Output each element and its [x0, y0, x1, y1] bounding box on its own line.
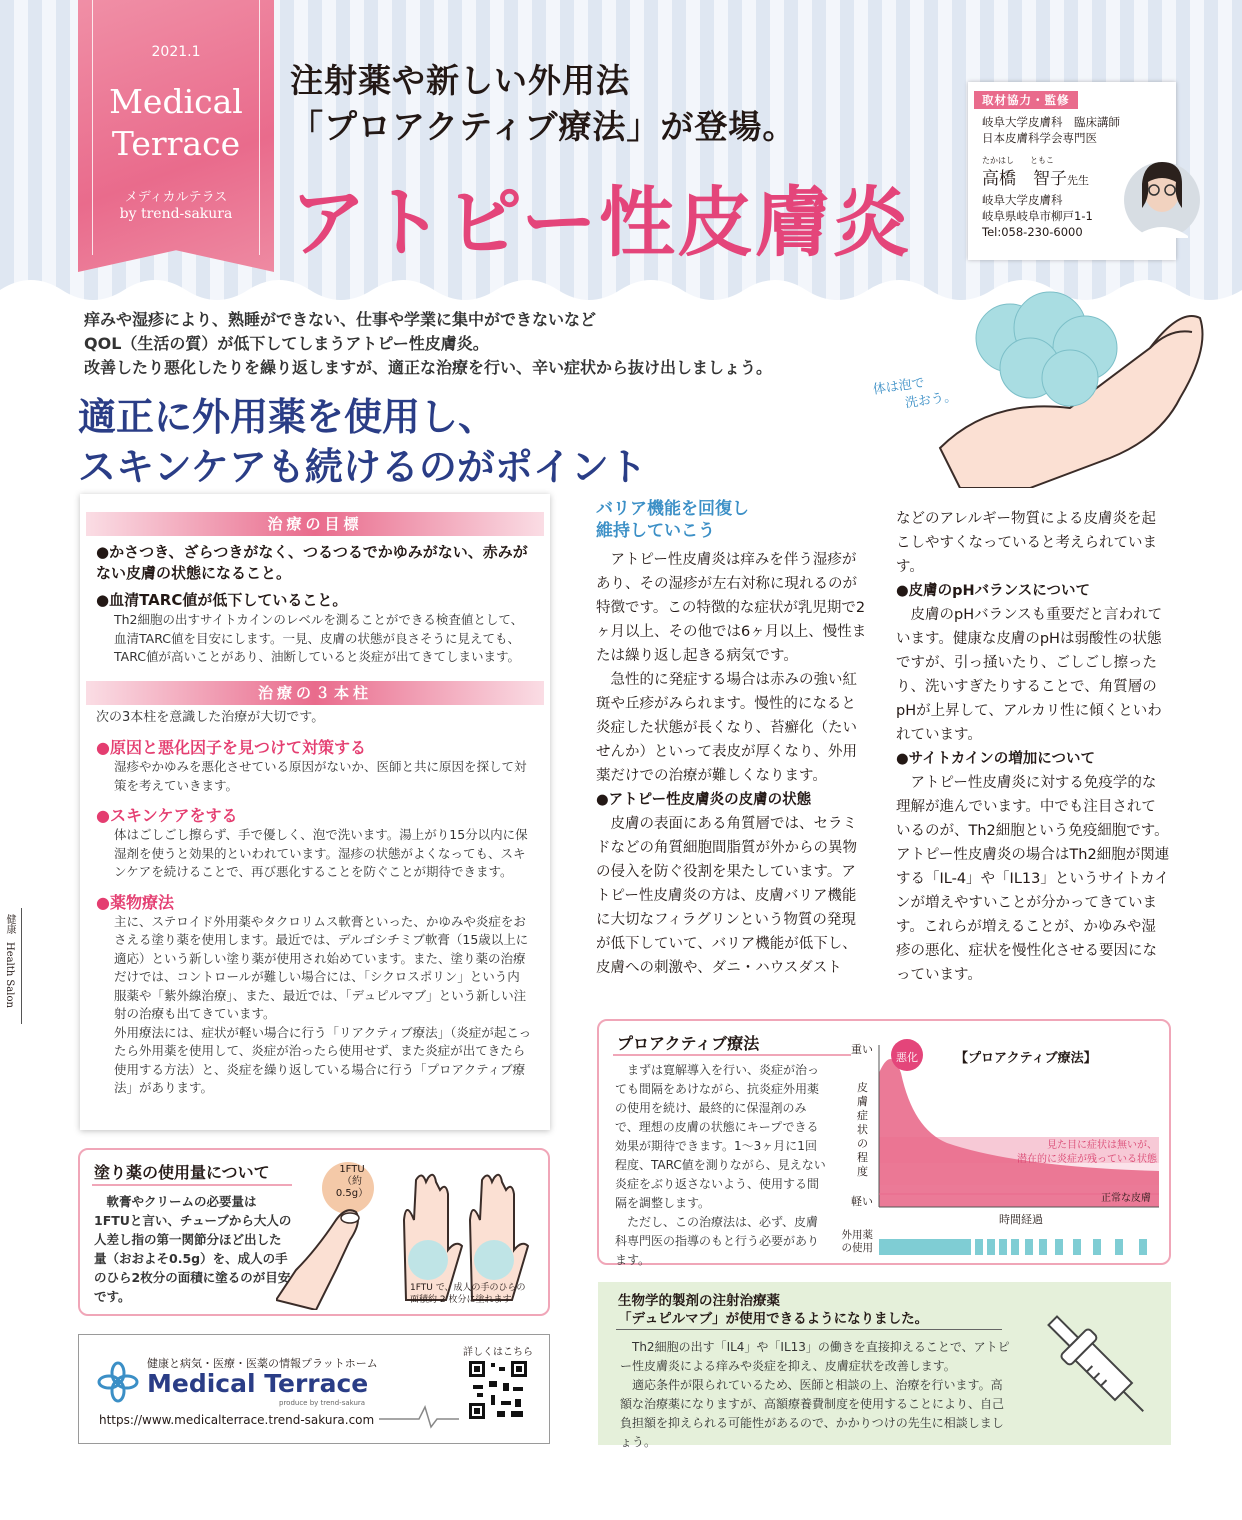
proactive-title-rule: [613, 1054, 851, 1056]
col-right-p0: などのアレルギー物質による皮膚炎を起こしやすくなっていると考えられています。: [896, 511, 1157, 575]
bubble-caption: 体は泡で 洗おう。: [872, 375, 958, 412]
supervisor-affil-1: 岐阜大学皮膚科 臨床講師: [982, 115, 1120, 129]
supervisor-addr-1: 岐阜大学皮膚科: [982, 193, 1063, 207]
chart-y-bottom: 軽い: [851, 1195, 873, 1208]
mt-url[interactable]: https://www.medicalterrace.trend-sakura.com: [99, 1413, 375, 1427]
column-right: [896, 507, 1170, 987]
chart-y-label: 皮膚症状の程度: [857, 1081, 868, 1178]
washing-hand-illustration: [930, 288, 1242, 488]
col-right-h1: ●皮膚のpHバランスについて: [896, 583, 1090, 599]
chart-peak-label: 悪化: [896, 1051, 918, 1064]
pillar-2-title: ●スキンケアをする: [96, 806, 238, 825]
headline-title: アトピー性皮膚炎: [290, 178, 911, 267]
bio-title-rule: [616, 1329, 1002, 1330]
column-middle: [596, 498, 870, 980]
ribbon-title-2: Terrace: [111, 124, 241, 163]
supervisor-addr-2: 岐阜県岐阜市柳戸1-1: [982, 209, 1093, 223]
ribbon-by: by trend-sakura: [119, 206, 233, 222]
mt-produce: produce by trend-sakura: [279, 1399, 366, 1407]
chart-usage-label: 外用薬 の使用: [841, 1229, 873, 1254]
chart-latent-note: 見た目に症状は無いが、 潜在的に炎症が残っている状態: [1017, 1140, 1157, 1165]
goal-2: ●血清TARC値が低下していること。: [96, 591, 348, 609]
mt-tagline: 健康と病気・医療・医薬の情報プラットホーム: [147, 1357, 378, 1370]
pillar-1-desc: 湿疹やかゆみを悪化させている原因がないか、医師と共に原因を探して対策を考えていきます。: [114, 759, 527, 793]
side-tab-en: Health Salon: [4, 942, 15, 1008]
supervisor-name: 高橋 智子先生: [982, 169, 1089, 189]
lead-text: 痒みや湿疹により、熟睡ができない、仕事や学業に集中ができないなど QOL（生活の質）が低下してしまうアトピー性皮膚炎。 改善したり悪化したりを繰り返しますが、適正な治療を行い、辛い症状から抜け出しましょう。: [84, 310, 773, 377]
mt-more-label: 詳しくはこちら: [463, 1347, 533, 1358]
proactive-title: プロアクティブ療法: [617, 1034, 760, 1053]
barrier-title: バリア機能を回復し 維持していこう: [596, 499, 749, 541]
pillar-3-desc: 主に、ステロイド外用薬やタクロリムス軟膏といった、かゆみや炎症をおさえる塗り薬を使用します。最近では、デルゴシチミブ軟膏（15歳以上に適応）という新しい塗り薬が使用され始めています。また、塗り薬の治療だけでは、コントロールが難しい場合には、「シクロスポリン」という内服薬や「紫外線治療」、また、最近では、「デュピルマブ」という新しい注射の治療も出てきています。: [114, 913, 529, 1021]
doctor-photo: [1124, 138, 1200, 262]
ftu-title: 塗り薬の使用量について: [94, 1163, 270, 1182]
chart-y-top: 重い: [851, 1043, 873, 1056]
qr-code-icon[interactable]: [467, 1359, 529, 1421]
chart-normal-label: 正常な皮膚: [1101, 1193, 1151, 1204]
goals-band: 治療の目標: [86, 512, 544, 536]
biologics-box: [598, 1282, 1171, 1449]
supervisor-tel: Tel:058-230-6000: [982, 225, 1083, 239]
treatment-box: [80, 494, 550, 1130]
supervisor-furigana: たかはし ともこ: [982, 156, 1054, 165]
supervisor-badge: 取材協力・監修: [974, 91, 1078, 109]
col-mid-p2: 急性的に発症する場合は赤みの強い紅斑や丘疹がみられます。慢性的になると炎症した状態が長くなり、苔癬化（たいせんか）といって表皮が厚くなり、外用薬だけでの治療が難しくなります。: [596, 672, 857, 784]
goal-1: ●かさつき、ざらつきがなく、つるつるでかゆみがない、赤みがない皮膚の状態になること。: [96, 543, 528, 582]
ribbon-title-1: Medical: [109, 82, 243, 121]
section-subheading: 適正に外用薬を使用し、 スキンケアも続けるのがポイント: [78, 395, 647, 489]
col-mid-h3: ●アトピー性皮膚炎の皮膚の状態: [596, 792, 812, 808]
col-mid-p1: アトピー性皮膚炎は痒みを伴う湿疹があり、その湿疹が左右対称に現れるのが特徴です。この特徴的な症状が乳児期で2ヶ月以上、その他では6ヶ月以上、慢性または繰り返し起きる病気です。: [596, 552, 867, 664]
heartbeat-line-icon: [379, 1405, 459, 1429]
col-mid-p3: 皮膚の表面にある角質層では、セラミドなどの角質細胞間脂質が外からの異物の侵入を防ぐ役割を果たしています。アトピー性皮膚炎の方は、皮膚バリア機能に大切なフィラグリンという物質の発現が低下していて、バリア機能が低下し、皮膚への刺激や、ダニ・ハウスダスト: [596, 816, 857, 976]
medical-terrace-banner[interactable]: [78, 1334, 550, 1444]
proactive-desc: まずは寛解導入を行い、炎症が治っても間隔をあけながら、抗炎症外用薬の使用を続け、最終的に保湿剤のみで、理想の皮膚の状態にキープできる効果が期待できます。1～3ヶ月に1回程度、TARC値を測りながら、見えない炎症をぶり返さないよう、使用する間隔を調整します。 ただし、この治療法は、必ず、皮膚科専門医の指導のもと行う必要があります。: [615, 1063, 826, 1267]
pillar-3-title: ●薬物療法: [96, 892, 174, 912]
pillars-band: 治療の３本柱: [86, 681, 544, 705]
mt-logo-text: Medical Terrace: [147, 1369, 369, 1398]
pillar-2-desc: 体はごしごし擦らず、手で優しく、泡で洗います。湯上がり15分以内に保湿剤を使うと効果的といわれています。湿疹の状態がよくなっても、スキンケアを続けることで、再び悪化することを防ぐことが期待できます。: [114, 827, 528, 879]
ftu-title-rule: [92, 1184, 292, 1186]
pillar-1-title: ●原因と悪化因子を見つけて対策する: [96, 738, 366, 757]
pillars-intro: 次の3本柱を意識した治療が大切です。: [96, 709, 325, 725]
col-right-p2: アトピー性皮膚炎に対する免疫学的な理解が進んでいます。中でも注目されているのが、Th2細胞という免疫細胞です。アトピー性皮膚炎の場合はTh2細胞が関連する「IL-4」や「IL13」というサイトカインが増えやすいことが分かってきています。これらが増えることが、かゆみや湿疹の悪化、症状を慢性化させる要因になっています。: [896, 775, 1170, 983]
pillar-3-desc-2: 外用療法には、症状が軽い場合に行う「リアクティブ療法」（炎症が起こったら外用薬を使用して、炎症が治ったら使用せず、また炎症が出てきたら使用する方法）と、炎症を繰り返している場合に行う「プロアクティブ療法」があります。: [114, 1024, 532, 1095]
proactive-box: [597, 1019, 1171, 1265]
side-section-tab: [0, 908, 22, 1024]
syringe-illustration: [1028, 1292, 1168, 1440]
chart-x-label: 時間経過: [999, 1213, 1043, 1226]
headline-kicker: 注射薬や新しい外用法 「プロアクティブ療法」が登場。: [290, 61, 797, 146]
ftu-caption: 1FTU で、成人の手のひらの 面積約 2 枚分に塗れます: [410, 1283, 526, 1305]
supervisor-affil-2: 日本皮膚科学会専門医: [982, 131, 1097, 145]
issue-date: 2021.1: [151, 44, 201, 60]
ribbon-kana: メディカルテラス: [124, 190, 228, 205]
bio-desc: Th2細胞の出す「IL4」や「IL13」の働きを直接抑えることで、アトピー性皮膚炎による痒みや炎症を抑え、皮膚症状を改善します。 適応条件が限られているため、医師と相談の上、治療を行います。高額な治療薬になりますが、高額療養費制度を使用することにより、自己負担額を抑えられる可能性があるので、かかりつけの先生に相談しましょう。: [620, 1340, 1010, 1449]
chart-title: 【プロアクティブ療法】: [955, 1051, 1097, 1066]
bio-title: 生物学的製剤の注射治療薬 「デュピルマブ」が使用できるようになりました。: [618, 1293, 929, 1327]
col-right-h2: ●サイトカインの増加について: [896, 751, 1095, 767]
ftu-desc: 軟膏やクリームの必要量は1FTUと言い、チューブから大人の人差し指の第一関節分ほど出した量（おおよそ0.5g）を、成人の手のひら2枚分の面積に塗るのが目安です。: [94, 1194, 292, 1304]
medical-terrace-logo-icon: [97, 1361, 139, 1403]
ftu-badge: 1FTU （約0.5g）: [335, 1164, 369, 1199]
usage-bars: [879, 1239, 1147, 1255]
goal-2-desc: Th2細胞の出すサイトカインのレベルを測ることができる検査値として、血清TARC値を目安にします。一見、皮膚の状態が良さそうに見えても、TARC値が高いことがあり、油断していると炎症が出てきてしまいます。: [114, 612, 524, 664]
ftu-box: [78, 1148, 550, 1316]
side-tab-jp: 健康: [4, 914, 15, 934]
col-right-p1: 皮膚のpHバランスも重要だと言われています。健康な皮膚のpHは弱酸性の状態ですが、引っ掻いたり、ごしごし擦ったり、洗いすぎたりすることで、角質層のpHが上昇して、アルカリ性に傾くといわれています。: [896, 607, 1163, 743]
